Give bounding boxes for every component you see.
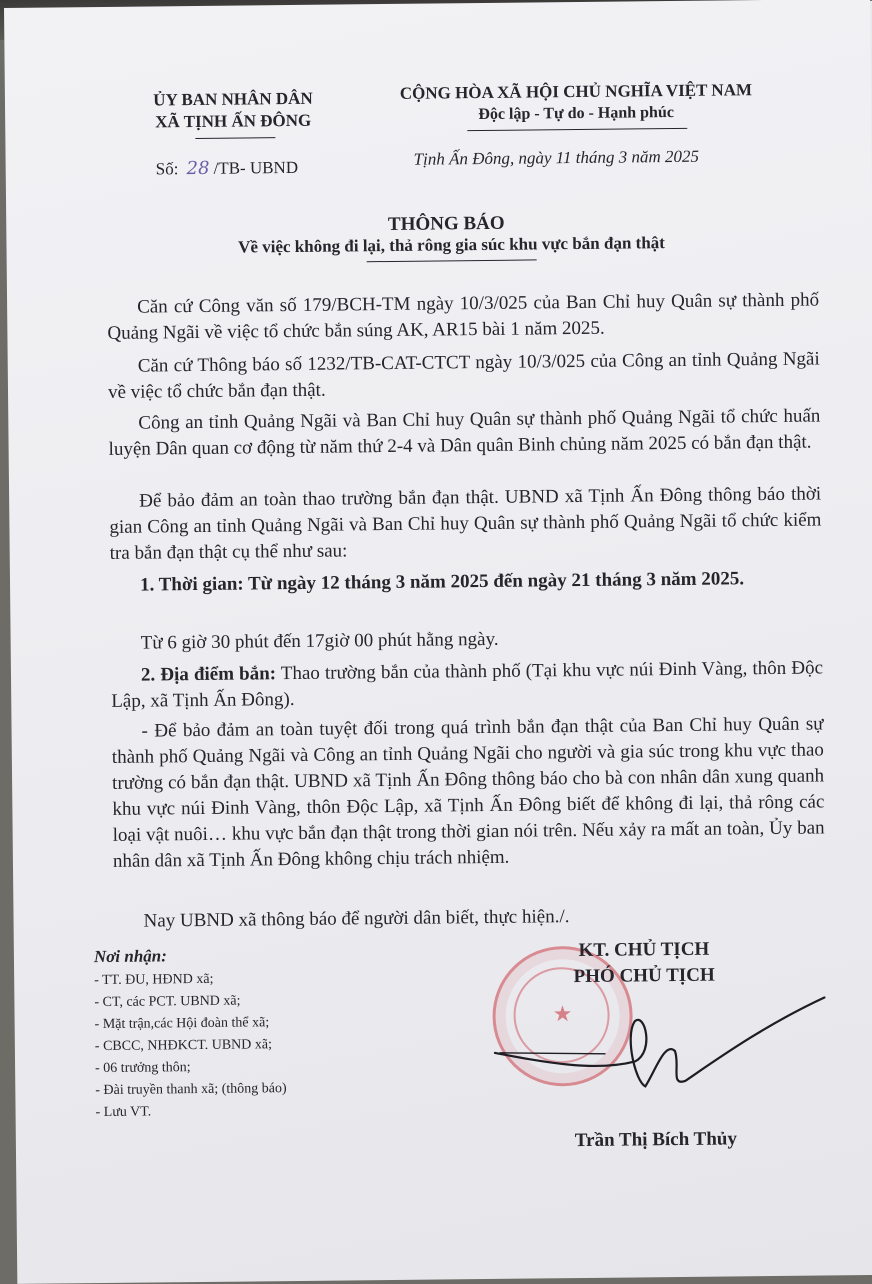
paragraph-legal-basis-2: Căn cứ Thông báo số 1232/TB-CAT-CTCT ngày 10/3/025 của Công an tỉnh Quảng Ngãi về việc tổ chức bắn đạn thật. xyxy=(107,348,820,403)
paragraph-safety-intro: Để bảo đảm an toàn thao trường bắn đạn thật. UBND xã Tịnh Ấn Đông thông báo thời gian Công an tỉnh Quảng Ngãi và Ban Chỉ huy Quân sự thành phố Quảng Ngãi tổ chức kiểm tra bắn đạn thật cụ thể như sau: xyxy=(109,483,822,564)
paragraph-legal-basis-1: Căn cứ Công văn số 179/BCH-TM ngày 10/3/025 của Ban Chỉ huy Quân sự thành phố Quảng Ngãi về việc tổ chức bắn súng AK, AR15 bài 1 năm 2025. xyxy=(107,289,820,344)
document-number xyxy=(156,157,299,179)
number-prefix: Số: xyxy=(155,159,179,179)
number-suffix: /TB- UBND xyxy=(213,157,299,178)
seal-star-icon: ★ xyxy=(552,1001,573,1027)
recipient-item: - Đài truyền thanh xã; (thông báo) xyxy=(95,1081,287,1099)
paragraph-location xyxy=(111,655,824,714)
paragraph-closing: Nay UBND xã thông báo để người dân biết, thực hiện./. xyxy=(143,906,570,932)
location-text: Thao trường bắn của thành phố (Tại khu vực núi Đinh Vàng, thôn Độc Lập, xã Tịnh Ấn Đông). xyxy=(111,657,824,712)
recipient-item: - CBCC, NHĐKCT. UBND xã; xyxy=(94,1037,273,1055)
issuer-underline xyxy=(195,137,275,139)
paragraph-warning: - Để bảo đảm an toàn tuyệt đối trong quá trình bắn đạn thật của Ban Chỉ huy Quân sự thành phố Quảng Ngãi và Công an tỉnh Quảng Ngãi cho người và gia súc trong khu vực thao trường có bắn đạn thật. UBND xã Tịnh Ấn Đông thông báo cho bà con nhân dân xung quanh khu vực núi Đinh Vàng, thôn Độc Lập, xã Tịnh Ấn Đông biết để không đi lại, thả rông các loại vật nuôi… khu vực bắn đạn thật trong thời gian nói trên. Nếu xảy ra mất an toàn, Ủy ban nhân dân xã Tịnh Ấn Đông không chịu trách nhiệm. xyxy=(111,713,825,872)
notice-subject: Về việc không đi lại, thả rông gia súc khu vực bắn đạn thật xyxy=(238,233,665,257)
paragraph-training: Công an tỉnh Quảng Ngãi và Ban Chỉ huy Quân sự thành phố Quảng Ngãi tổ chức huấn luyện Dân quan cơ động từ năm thứ 2-4 và Dân quân Binh chủng năm 2025 có bắn đạn thật. xyxy=(108,405,821,460)
issuer-line-2: XÃ TỊNH ẤN ĐÔNG xyxy=(155,110,312,132)
paragraph-time: 1. Thời gian: Từ ngày 12 tháng 3 năm 2025 đến ngày 21 tháng 3 năm 2025. xyxy=(139,568,745,596)
recipient-item: - TT. ĐU, HĐND xã; xyxy=(94,971,214,989)
issuer-line-1: ỦY BAN NHÂN DÂN xyxy=(153,88,313,110)
recipient-item: - Lưu VT. xyxy=(95,1104,152,1121)
notice-title: THÔNG BÁO xyxy=(387,212,505,235)
subject-underline xyxy=(367,259,537,262)
signer-name: Trần Thị Bích Thủy xyxy=(574,1128,738,1152)
country-title: CỘNG HÒA XÃ HỘI CHỦ NGHĨA VIỆT NAM xyxy=(399,80,753,103)
recipient-item: - CT, các PCT. UBND xã; xyxy=(94,993,241,1011)
document-page xyxy=(4,0,872,1284)
location-label: 2. Địa điểm bắn: xyxy=(140,663,277,686)
recipient-item: - 06 trưởng thôn; xyxy=(95,1060,191,1077)
recipient-item: - Mặt trận,các Hội đoàn thể xã; xyxy=(94,1015,270,1033)
motto-underline xyxy=(467,128,687,131)
paragraph-hours: Từ 6 giờ 30 phút đến 17giờ 00 phút hằng ngày. xyxy=(140,628,499,654)
handwritten-signature xyxy=(484,989,845,1113)
country-motto: Độc lập - Tự do - Hạnh phúc xyxy=(478,103,675,124)
recipients-heading: Nơi nhận: xyxy=(93,946,167,967)
signature-title-2: PHÓ CHỦ TỊCH xyxy=(573,964,715,988)
number-handwritten: 28 xyxy=(186,157,210,180)
signature-title-1: KT. CHỦ TỊCH xyxy=(578,938,710,962)
place-date: Tịnh Ấn Đông, ngày 11 tháng 3 năm 2025 xyxy=(413,146,700,169)
